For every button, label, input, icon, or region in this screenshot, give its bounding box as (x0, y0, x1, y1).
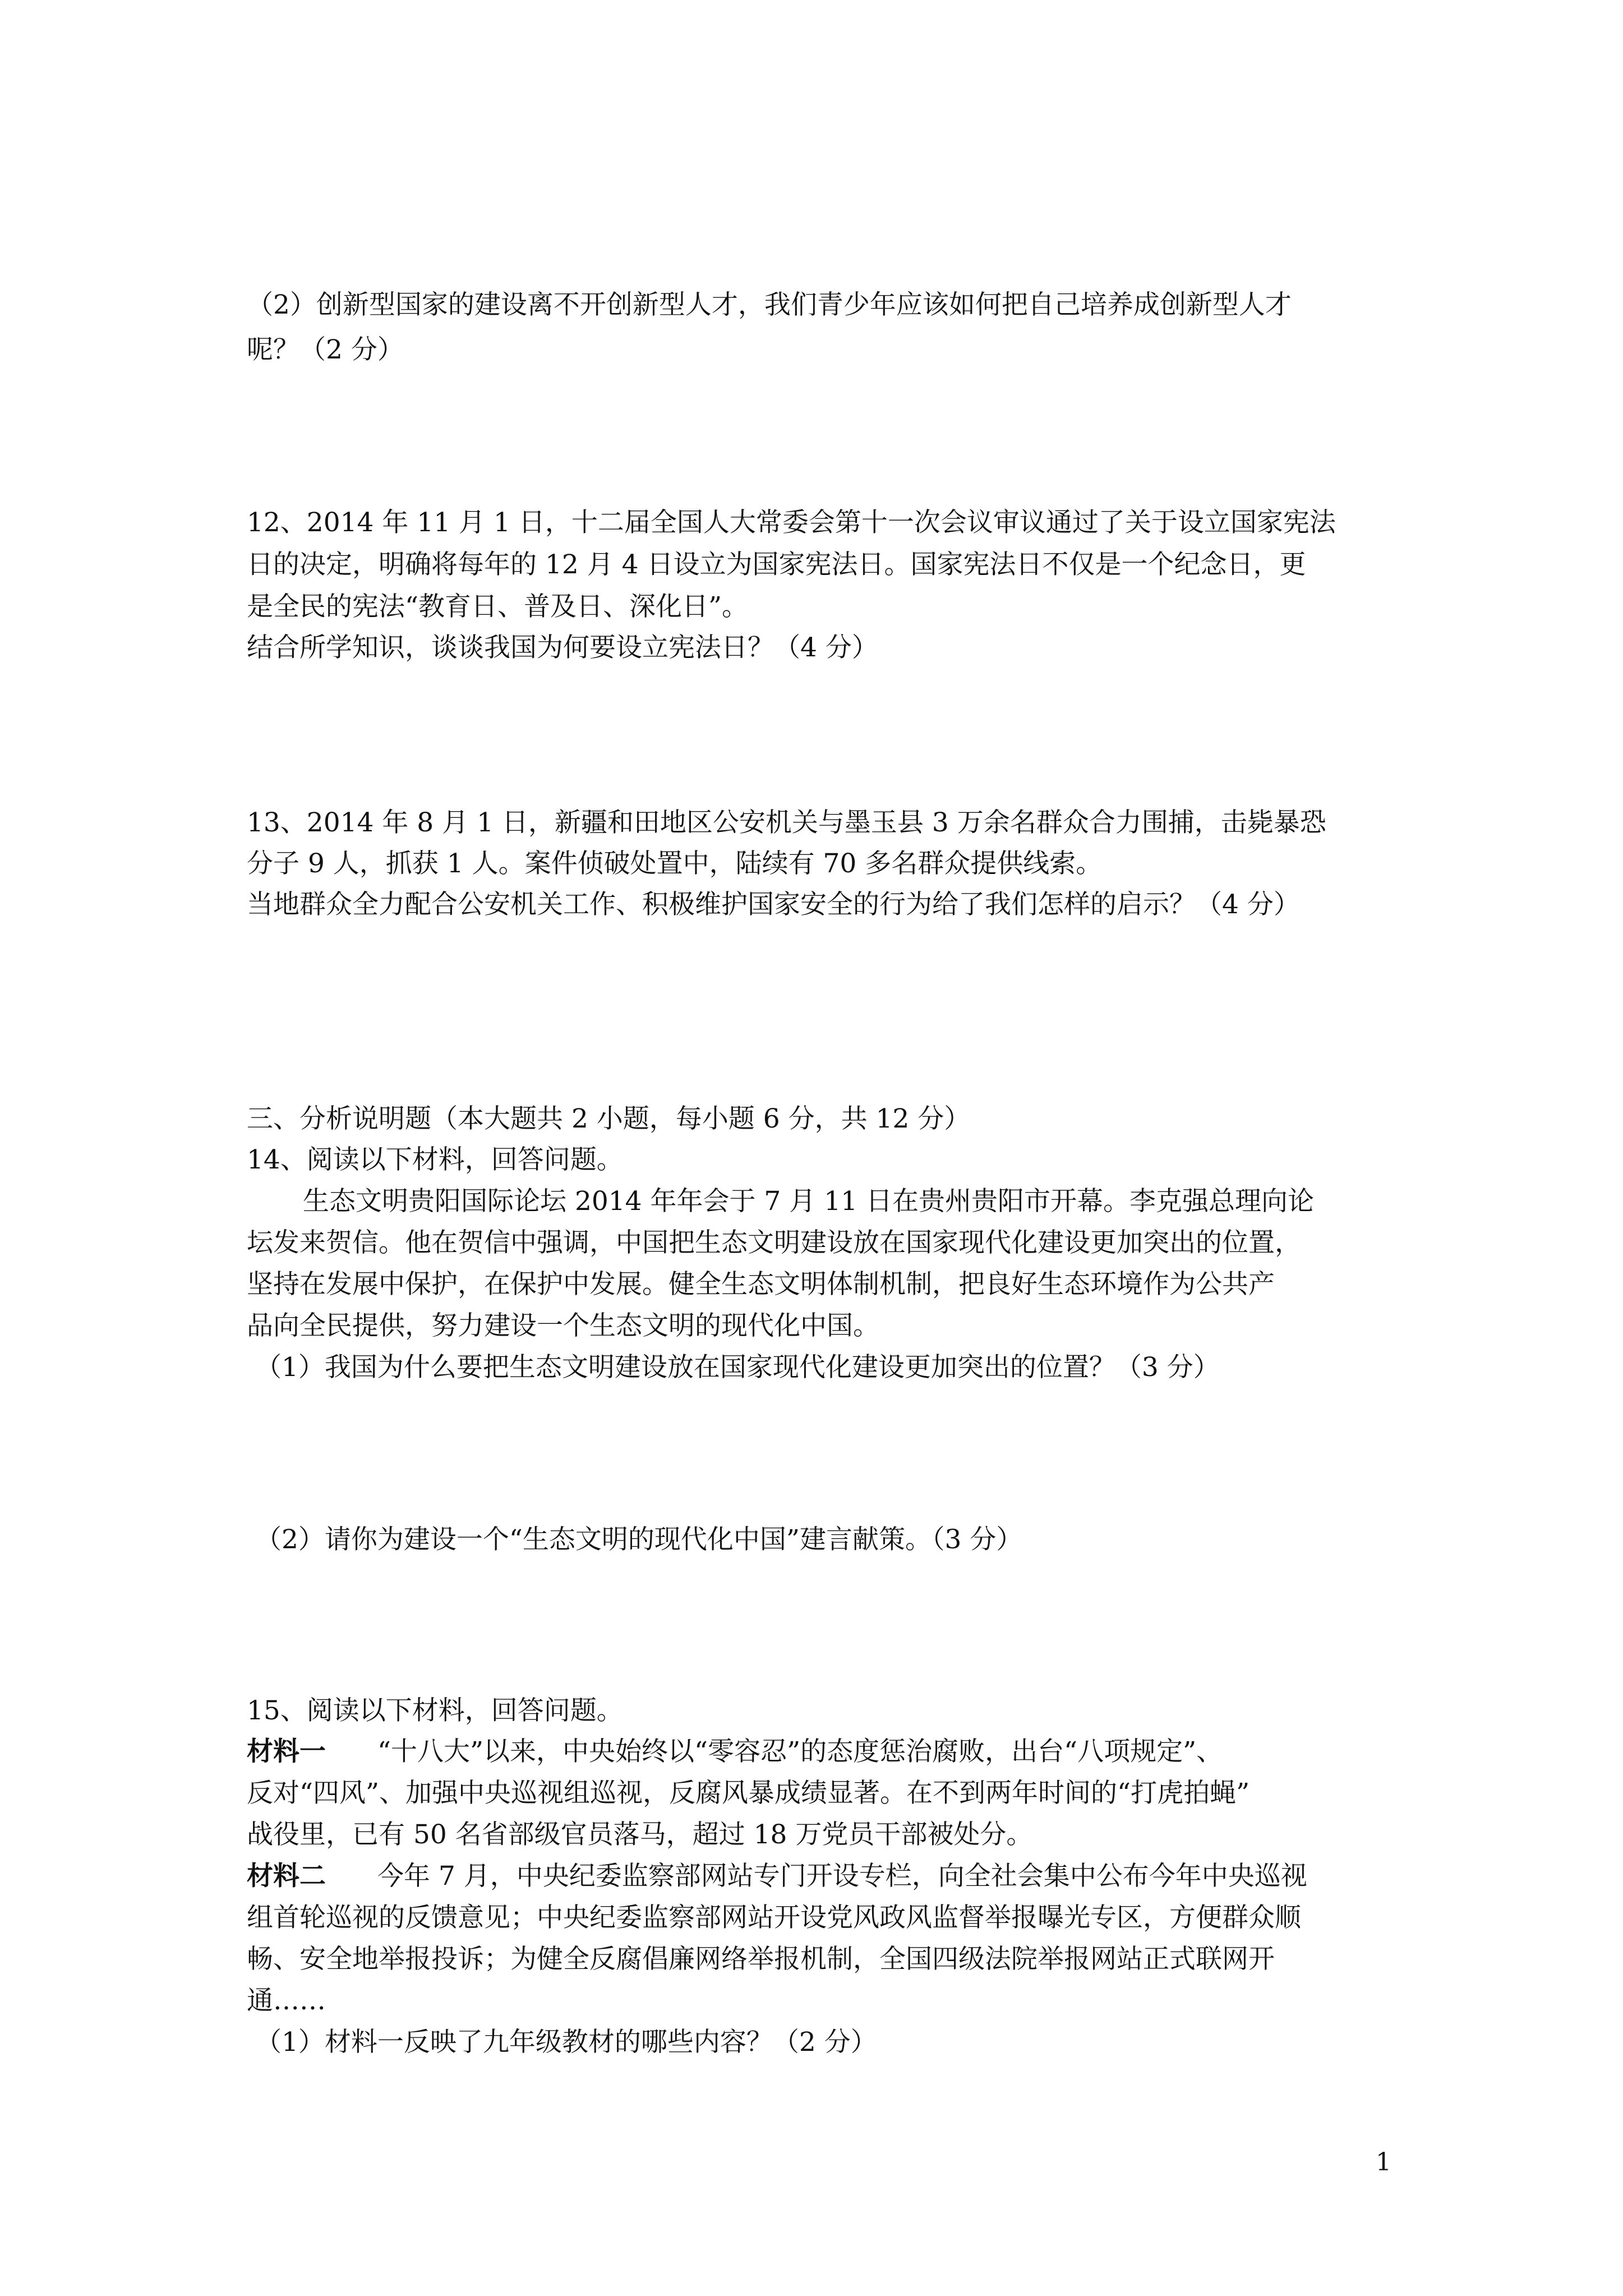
q12-line-1: 12、2014 年 11 月 1 日，十二届全国人大常委会第十一次会议审议通过了关于设立国家宪法 (247, 507, 1336, 538)
q15-intro: 15、阅读以下材料，回答问题。 (247, 1695, 623, 1726)
q15-material-2-line-4: 通…… (247, 1985, 326, 2016)
material-1-label: 材料一 (247, 1736, 326, 1767)
q14-material-line-2: 坛发来贺信。他在贺信中强调，中国把生态文明建设放在国家现代化建设更加突出的位置， (247, 1227, 1301, 1258)
q15-sub-question-1: （1）材料一反映了九年级教材的哪些内容？（2 分） (255, 2027, 877, 2058)
q12-line-2: 日的决定，明确将每年的 12 月 4 日设立为国家宪法日。国家宪法日不仅是一个纪念日，更 (247, 549, 1306, 580)
q15-material-1-line-1 (247, 1734, 1223, 1770)
q11-2-line-1: （2）创新型国家的建设离不开创新型人才，我们青少年应该如何把自己培养成创新型人才 (247, 289, 1292, 320)
page-number: 1 (1376, 2148, 1391, 2177)
material-1-text: “十八大”以来，中央始终以“零容忍”的态度惩治腐败，出台“八项规定”、 (377, 1736, 1223, 1767)
q15-material-2-line-3: 畅、安全地举报投诉；为健全反腐倡廉网络举报机制，全国四级法院举报网站正式联网开 (247, 1944, 1275, 1975)
q14-intro: 14、阅读以下材料，回答问题。 (247, 1144, 623, 1175)
q14-material-line-4: 品向全民提供，努力建设一个生态文明的现代化中国。 (247, 1310, 879, 1341)
section-3-heading: 三、分析说明题（本大题共 2 小题，每小题 6 分，共 12 分） (247, 1103, 971, 1134)
q13-line-2: 分子 9 人，抓获 1 人。案件侦破处置中，陆续有 70 多名群众提供线索。 (247, 848, 1103, 879)
q14-material-line-3: 坚持在发展中保护，在保护中发展。健全生态文明体制机制，把良好生态环境作为公共产 (247, 1269, 1275, 1300)
q13-question: 当地群众全力配合公安机关工作、积极维护国家安全的行为给了我们怎样的启示？（4 分） (247, 889, 1300, 920)
q15-material-1-line-2: 反对“四风”、加强中央巡视组巡视，反腐风暴成绩显著。在不到两年时间的“打虎拍蝇” (247, 1778, 1250, 1809)
q13-line-1: 13、2014 年 8 月 1 日，新疆和田地区公安机关与墨玉县 3 万余名群众合力围捕，击毙暴恐 (247, 807, 1326, 838)
q15-material-1-line-3: 战役里，已有 50 名省部级官员落马，超过 18 万党员干部被处分。 (247, 1819, 1033, 1850)
q15-material-2-line-1 (247, 1858, 1307, 1894)
q12-line-3: 是全民的宪法“教育日、普及日、深化日”。 (247, 591, 749, 622)
q11-2-line-2: 呢？（2 分） (247, 334, 404, 365)
q15-material-2-line-2: 组首轮巡视的反馈意见；中央纪委监察部网站开设党风政风监督举报曝光专区，方便群众顺 (247, 1902, 1301, 1933)
q14-sub-question-2: （2）请你为建设一个“生态文明的现代化中国”建言献策。（3 分） (255, 1524, 1023, 1555)
material-2-text: 今年 7 月，中央纪委监察部网站专门开设专栏，向全社会集中公布今年中央巡视 (377, 1861, 1307, 1892)
q12-question: 结合所学知识，谈谈我国为何要设立宪法日？（4 分） (247, 632, 878, 663)
q14-sub-question-1: （1）我国为什么要把生态文明建设放在国家现代化建设更加突出的位置？（3 分） (255, 1352, 1220, 1383)
material-2-label: 材料二 (247, 1861, 326, 1892)
q14-material-line-1: 生态文明贵阳国际论坛 2014 年年会于 7 月 11 日在贵州贵阳市开幕。李克强总理向论 (303, 1186, 1314, 1217)
